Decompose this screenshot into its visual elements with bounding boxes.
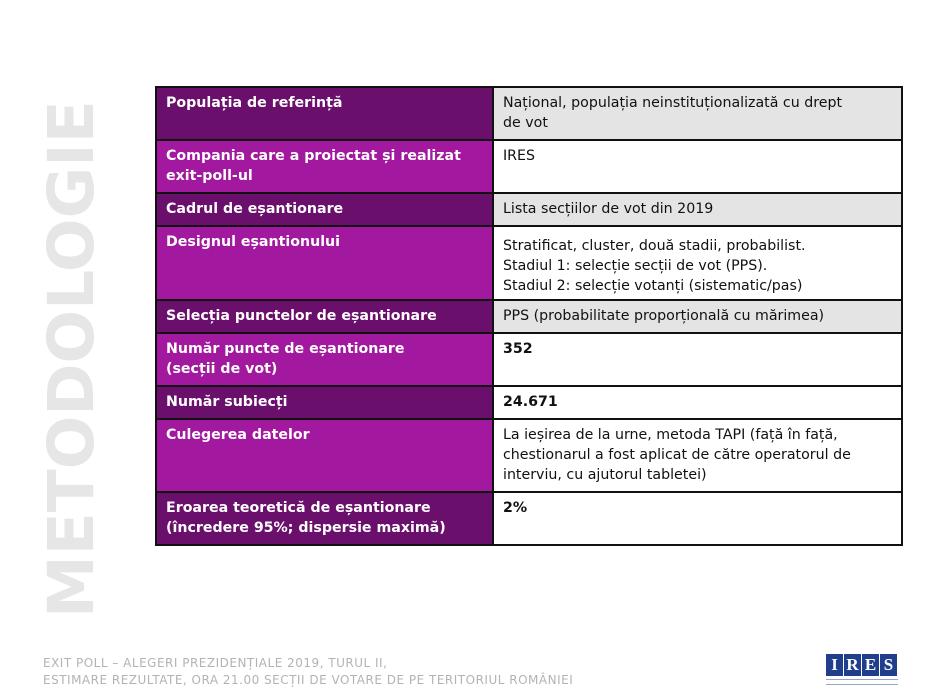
table-row [156,419,902,492]
row-label: Populația de referință [156,87,493,140]
logo-letter: E [862,654,879,676]
table-row [156,226,902,300]
row-label: Culegerea datelor [156,419,493,492]
row-value: Lista secțiilor de vot din 2019 [493,193,902,226]
row-label: Număr puncte de eșantionare (secții de vot) [156,333,493,386]
logo-letter: S [880,654,897,676]
row-value: PPS (probabilitate proporțională cu mărimea) [493,300,902,333]
row-value: 24.671 [493,386,902,419]
table-row [156,140,902,193]
row-value: IRES [493,140,902,193]
row-value: 2% [493,492,902,545]
row-label: Designul eșantionului [156,226,493,300]
row-label: Cadrul de eșantionare [156,193,493,226]
logo-tagline-lines [826,679,898,685]
row-label: Eroarea teoretică de eșantionare (încredere 95%; dispersie maximă) [156,492,493,545]
logo-letters [826,654,900,676]
footer-line-2: ESTIMARE REZULTATE, ORA 21.00 SECȚII DE VOTARE DE PE TERITORIUL ROMÂNIEI [43,673,574,687]
logo-letter: R [844,654,861,676]
row-label: Număr subiecți [156,386,493,419]
logo-letter: I [826,654,843,676]
row-value: 352 [493,333,902,386]
table-row [156,300,902,333]
row-value: La ieșirea de la urne, metoda TAPI (față în față, chestionarul a fost aplicat de către operatorul de interviu, cu ajutorul tabletei) [493,419,902,492]
table-row [156,492,902,545]
footer-line-1: EXIT POLL – ALEGERI PREZIDENȚIALE 2019, TURUL II, [43,656,388,670]
row-value: Național, populația neinstituționalizată cu drept de vot [493,87,902,140]
methodology-table [155,86,903,546]
table-row [156,386,902,419]
table-row [156,87,902,140]
table-row [156,333,902,386]
footer [43,655,573,689]
table-row [156,193,902,226]
row-label: Compania care a proiectat și realizat exit-poll-ul [156,140,493,193]
row-value: Stratificat, cluster, două stadii, probabilist. Stadiul 1: selecție secții de vot (PPS). Stadiul 2: selecție votanți (sistematic/pas) [493,226,902,300]
ires-logo [826,654,900,688]
side-title: METODOLOGIE [35,100,108,618]
row-label: Selecția punctelor de eșantionare [156,300,493,333]
